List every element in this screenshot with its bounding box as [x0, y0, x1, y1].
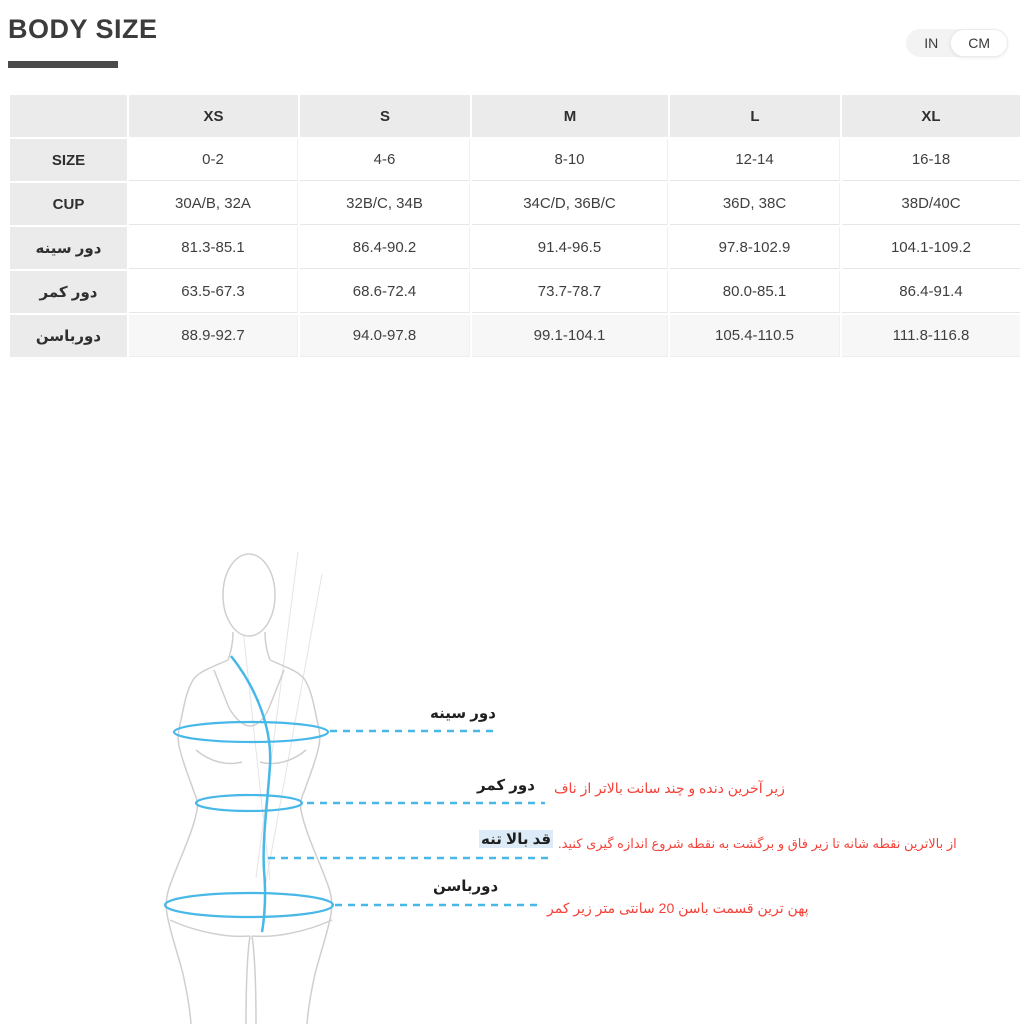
cell-bust-xl: 104.1-109.2 — [842, 227, 1020, 269]
cell-bust-xs: 81.3-85.1 — [129, 227, 298, 269]
bust-measure-ellipse — [174, 722, 328, 742]
cell-cup-s: 32B/C, 34B — [300, 183, 470, 225]
table-corner-cell — [10, 95, 127, 137]
waist-measure-label: دور کمر — [477, 777, 535, 794]
col-header-xs: XS — [129, 95, 298, 137]
cell-bust-m: 91.4-96.5 — [472, 227, 668, 269]
waist-measure-note: زیر آخرین دنده و چند سانت بالاتر از ناف — [554, 780, 785, 796]
cell-hip-xs: 88.9-92.7 — [129, 315, 298, 357]
row-label-size: SIZE — [10, 139, 127, 181]
cell-waist-l: 80.0-85.1 — [670, 271, 840, 313]
cell-cup-xl: 38D/40C — [842, 183, 1020, 225]
cell-hip-s: 94.0-97.8 — [300, 315, 470, 357]
col-header-l: L — [670, 95, 840, 137]
cell-waist-xs: 63.5-67.3 — [129, 271, 298, 313]
row-label-waist: دور کمر — [10, 271, 127, 313]
cell-waist-m: 73.7-78.7 — [472, 271, 668, 313]
col-header-m: M — [472, 95, 668, 137]
cell-waist-xl: 86.4-91.4 — [842, 271, 1020, 313]
table-header-row — [10, 95, 1020, 137]
col-header-s: S — [300, 95, 470, 137]
hip-measure-ellipse — [165, 893, 333, 917]
cell-hip-l: 105.4-110.5 — [670, 315, 840, 357]
row-label-cup: CUP — [10, 183, 127, 225]
waist-measure-ellipse — [196, 795, 302, 811]
col-header-xl: XL — [842, 95, 1020, 137]
hip-measure-note: پهن ترین قسمت باسن 20 سانتی متر زیر کمر — [547, 900, 809, 916]
hip-measure-label: دورباسن — [433, 878, 499, 895]
cell-size-xs: 0-2 — [129, 139, 298, 181]
torso-measure-label: قد بالا تنه — [481, 831, 552, 848]
table-row-waist — [10, 271, 1020, 313]
cell-cup-l: 36D, 38C — [670, 183, 840, 225]
header — [8, 14, 1016, 84]
cell-hip-m: 99.1-104.1 — [472, 315, 668, 357]
row-label-hip: دورباسن — [10, 315, 127, 357]
figure-outline — [166, 554, 332, 1024]
cell-size-m: 8-10 — [472, 139, 668, 181]
unit-option-cm[interactable]: CM — [950, 29, 1008, 57]
size-table — [8, 93, 1022, 359]
cell-waist-s: 68.6-72.4 — [300, 271, 470, 313]
unit-option-in[interactable]: IN — [924, 35, 939, 51]
page-title: BODY SIZE — [8, 14, 158, 44]
table-row-cup — [10, 183, 1020, 225]
torso-measure-note: از بالاترین نقطه شانه تا زیر فاق و برگشت به نقطه شروع اندازه گیری کنید. — [558, 836, 957, 851]
measurement-diagram — [0, 540, 1024, 1024]
bust-measure-label: دور سینه — [430, 705, 496, 722]
title-underline — [8, 61, 118, 68]
row-label-bust: دور سینه — [10, 227, 127, 269]
cell-cup-xs: 30A/B, 32A — [129, 183, 298, 225]
table-row-size — [10, 139, 1020, 181]
leader-lines — [268, 731, 548, 905]
cell-bust-l: 97.8-102.9 — [670, 227, 840, 269]
cell-size-l: 12-14 — [670, 139, 840, 181]
table-row-hip — [10, 315, 1020, 357]
cell-size-s: 4-6 — [300, 139, 470, 181]
unit-toggle[interactable] — [906, 29, 1008, 57]
cell-cup-m: 34C/D, 36B/C — [472, 183, 668, 225]
cell-size-xl: 16-18 — [842, 139, 1020, 181]
cell-bust-s: 86.4-90.2 — [300, 227, 470, 269]
table-row-bust — [10, 227, 1020, 269]
cell-hip-xl: 111.8-116.8 — [842, 315, 1020, 357]
